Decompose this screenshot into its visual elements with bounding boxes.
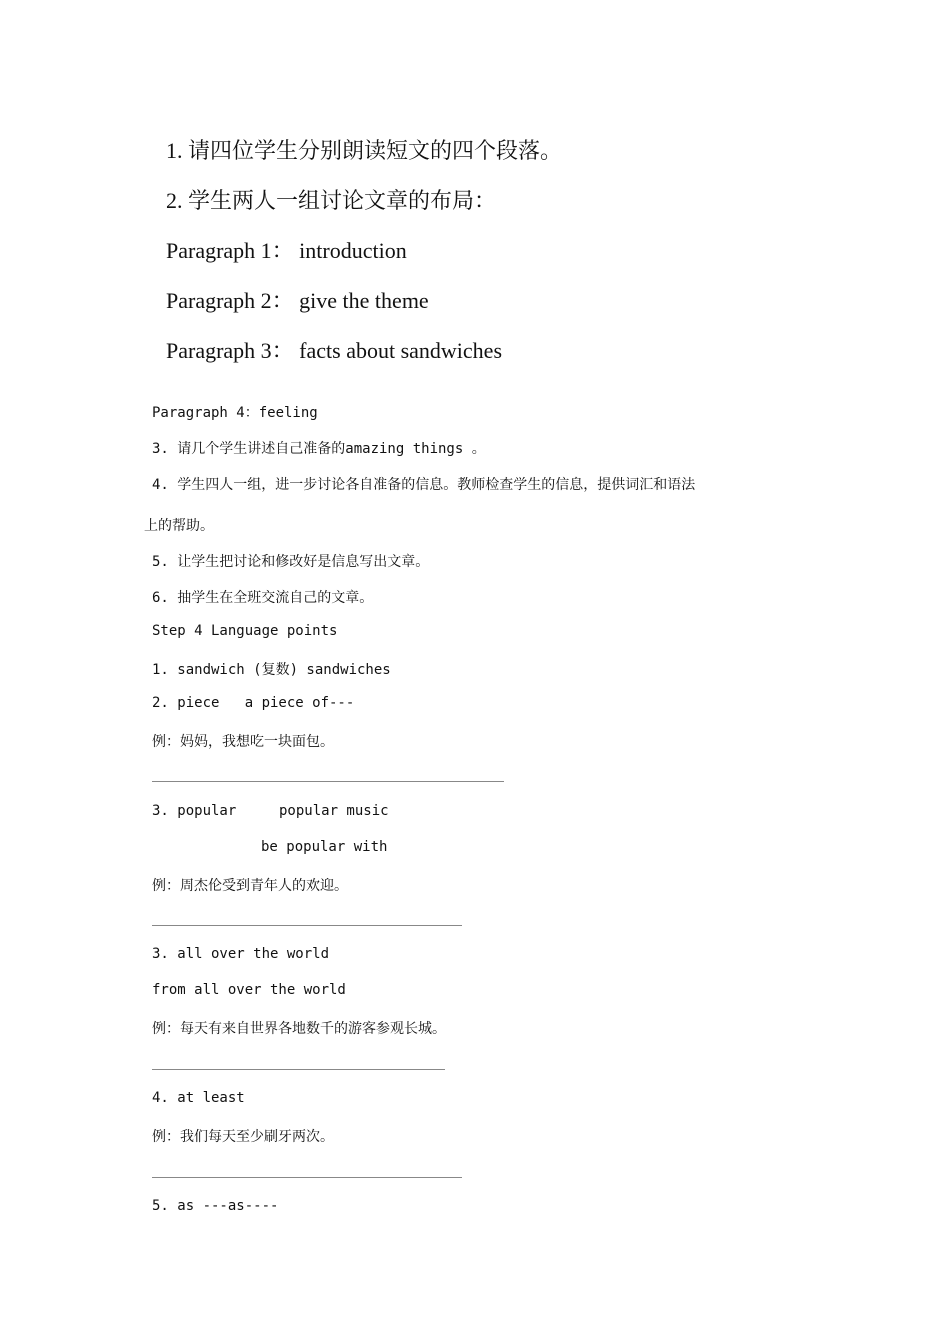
step-4-line-continued: 上的帮助。 <box>144 518 214 534</box>
language-point-4: 4. at least <box>152 1090 245 1106</box>
answer-line <box>152 781 504 782</box>
answer-line <box>152 925 462 926</box>
language-point-5: 5. as ---as---- <box>152 1198 279 1214</box>
paragraph-1-line: Paragraph 1： introduction <box>166 238 407 263</box>
language-point-3-phrase: popular music <box>279 803 389 819</box>
example-1: 例：妈妈，我想吃一块面包。 <box>152 734 334 750</box>
answer-line <box>152 1069 445 1070</box>
language-point-1: 1. sandwich (复数) sandwiches <box>152 662 391 678</box>
language-point-2: 2. piece a piece of--- <box>152 695 355 711</box>
language-point-3-phrase-2: be popular with <box>261 839 388 855</box>
language-point-3b: 3. all over the world <box>152 946 330 962</box>
step-5-line: 5. 让学生把讨论和修改好是信息写出文章。 <box>152 554 430 570</box>
step-6-line: 6. 抽学生在全班交流自己的文章。 <box>152 590 374 606</box>
answer-line <box>152 1177 462 1178</box>
paragraph-4-line: Paragraph 4：feeling <box>152 405 318 421</box>
language-point-3: 3. popular <box>152 803 237 819</box>
example-2: 例：周杰伦受到青年人的欢迎。 <box>152 878 348 894</box>
example-4: 例：我们每天至少刷牙两次。 <box>152 1129 334 1145</box>
step-1-read-aloud: 1. 请四位学生分别朗读短文的四个段落。 <box>166 138 563 163</box>
step-4-line: 4. 学生四人一组，进一步讨论各自准备的信息。教师检查学生的信息，提供词汇和语法 <box>152 477 696 493</box>
example-3: 例：每天有来自世界各地数千的游客参观长城。 <box>152 1021 446 1037</box>
language-point-3b-phrase: from all over the world <box>152 982 346 998</box>
paragraph-2-line: Paragraph 2： give the theme <box>166 288 429 313</box>
step-2-discuss-layout: 2. 学生两人一组讨论文章的布局： <box>166 188 497 213</box>
paragraph-3-line: Paragraph 3： facts about sandwiches <box>166 338 503 363</box>
step-4-heading: Step 4 Language points <box>152 623 338 639</box>
step-3-line: 3. 请几个学生讲述自己准备的amazing things 。 <box>152 441 486 457</box>
